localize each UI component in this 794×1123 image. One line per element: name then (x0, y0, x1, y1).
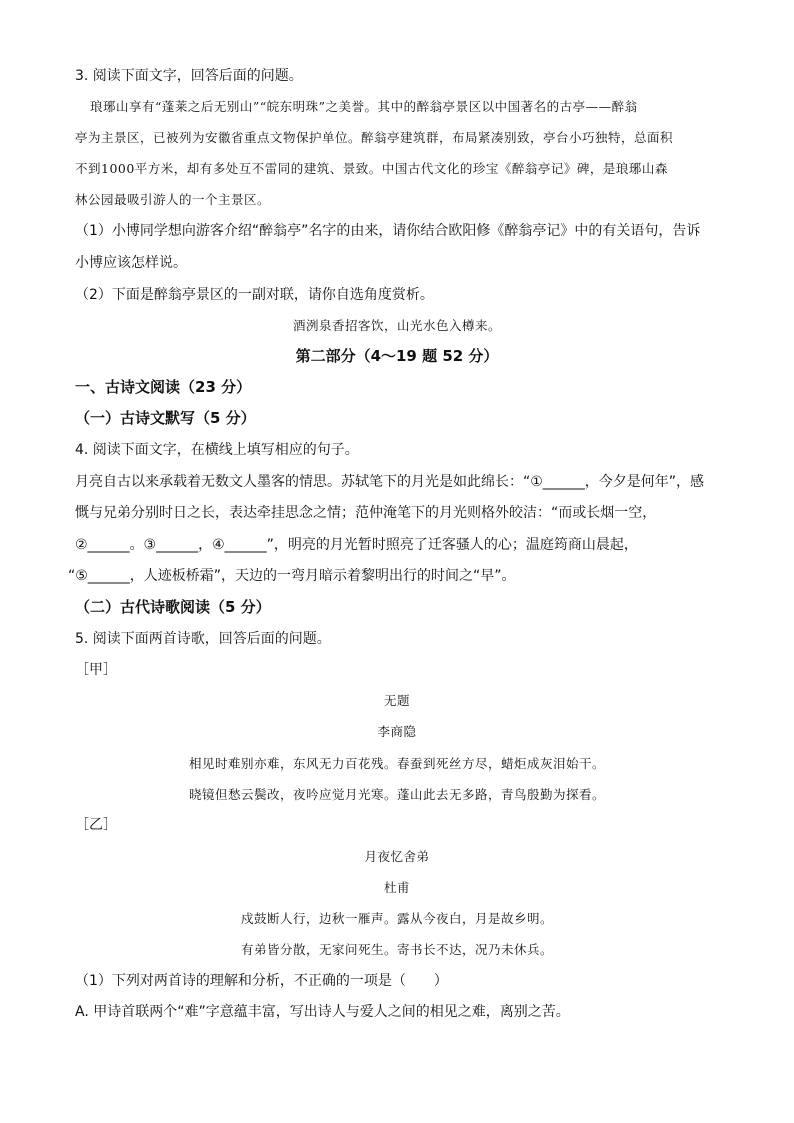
part2-title: 第二部分（4～19 题 52 分） (295, 347, 499, 365)
q3-sub1-line-1: （1）小博同学想向游客介绍“醉翁亭”名字的由来，请你结合欧阳修《醉翁亭记》中的有关语句，告诉 (75, 223, 701, 239)
poem-a-line-1: 相见时难别亦难，东风无力百花残。春蚕到死丝方尽，蜡炬成灰泪始干。 (188, 756, 605, 771)
poem-b-line-2: 有弟皆分散，无家问死生。寄书长不达，况乃未休兵。 (240, 942, 553, 957)
poem-b-author: 杜甫 (383, 880, 410, 895)
q4-line-4: “⑤______，人迹板桥霜”，天边的一弯月暗示着黎明出行的时间之“早”。 (68, 568, 516, 584)
subsection-a-heading: （一）古诗文默写（5 分） (75, 409, 256, 427)
q3-stem: 3. 阅读下面文字，回答后面的问题。 (75, 68, 303, 84)
poem-a-line-2: 晓镜但愁云鬓改，夜吟应觉月光寒。蓬山此去无多路，青鸟殷勤为探看。 (188, 787, 605, 802)
q4-line-2: 慨与兄弟分别时日之长，表达牵挂思念之情；范仲淹笔下的月光则格外皎洁：“而或长烟一空， (75, 505, 657, 521)
q3-passage-line-2: 亭为主景区，已被列为安徽省重点文物保护单位。醉翁亭建筑群，布局紧凑别致，亭台小巧独特，总面积 (75, 130, 674, 145)
poem-a-author: 李商隐 (377, 724, 417, 739)
poem-b-line-1: 戍鼓断人行，边秋一雁声。露从今夜白，月是故乡明。 (240, 911, 553, 926)
q3-passage-line-3: 不到1000平方米，却有多处互不雷同的建筑、景致。中国古代文化的珍宝《醉翁亭记》碑，是琅琊山森 (75, 161, 668, 176)
poem-a-tag: ［甲］ (75, 662, 117, 678)
poem-a-title: 无题 (383, 693, 410, 708)
subsection-b-heading: （二）古代诗歌阅读（5 分） (75, 598, 271, 616)
q4-line-3: ②______。③______，④______”，明亮的月光暂时照亮了迁客骚人的心；温庭筠商山晨起， (75, 537, 638, 553)
q4-line-1: 月亮自古以来承载着无数文人墨客的情思。苏轼笔下的月光是如此绵长：“①______，今夕是何年”，感 (75, 474, 705, 490)
q3-passage-line-1: 琅琊山享有“蓬莱之后无别山”“皖东明珠”之美誉。其中的醉翁亭景区以中国著名的古亭——醉翁 (90, 99, 638, 114)
q3-sub2: （2）下面是醉翁亭景区的一副对联，请你自选角度赏析。 (75, 287, 434, 303)
section1-heading: 一、古诗文阅读（23 分） (75, 378, 252, 396)
q3-passage-line-4: 林公园最吸引游人的一个主景区。 (75, 192, 271, 207)
q5-sub1: （1）下列对两首诗的理解和分析，不正确的一项是（ ） (75, 973, 448, 989)
q3-sub1-line-2: 小博应该怎样说。 (75, 255, 187, 271)
q4-stem: 4. 阅读下面文字，在横线上填写相应的句子。 (75, 442, 359, 458)
q3-couplet: 酒洌泉香招客饮，山光水色入樽来。 (292, 318, 501, 333)
q5-option-a: A. 甲诗首联两个“难”字意蕴丰富，写出诗人与爱人之间的相见之难，离别之苦。 (75, 1004, 570, 1020)
poem-b-tag: ［乙］ (75, 817, 117, 833)
q5-stem: 5. 阅读下面两首诗歌，回答后面的问题。 (75, 631, 331, 647)
poem-b-title: 月夜忆舍弟 (364, 849, 430, 864)
